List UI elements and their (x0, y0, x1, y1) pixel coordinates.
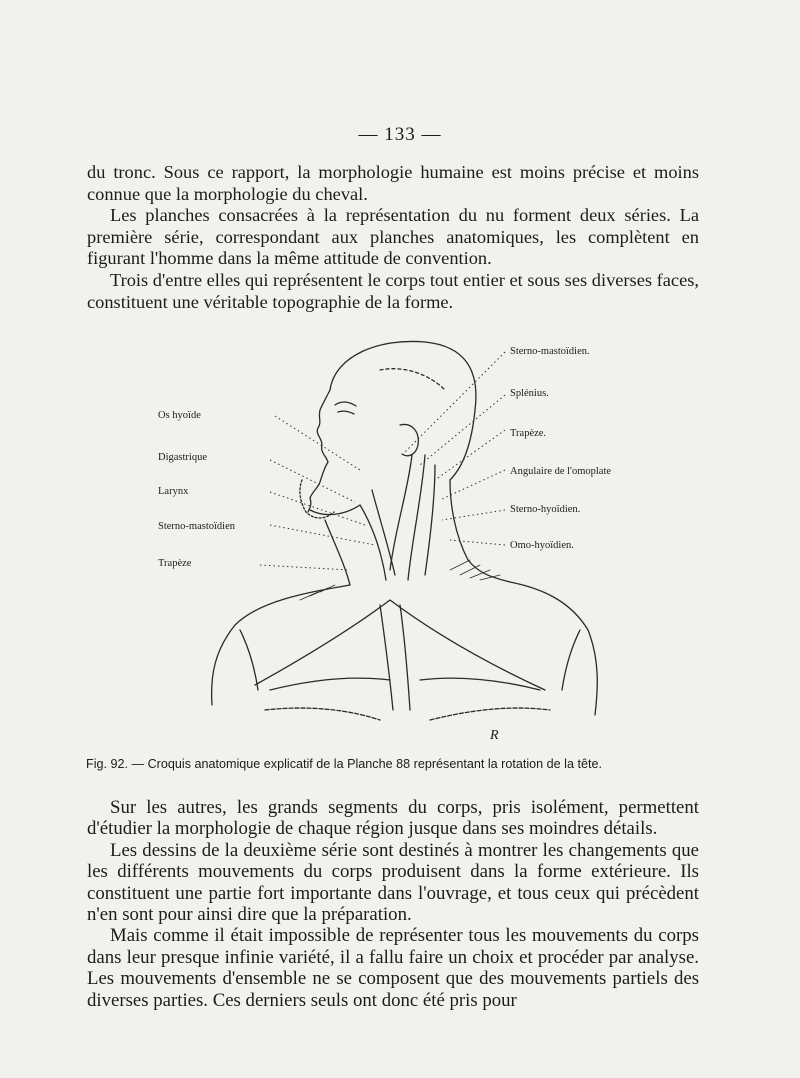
label-os-hyoide: Os hyoïde (158, 410, 201, 421)
label-trapeze-left: Trapèze (158, 558, 192, 569)
label-splenius: Splénius. (510, 388, 549, 399)
paragraph: Sur les autres, les grands segments du corps, pris isolément, permettent d'étudier la morphologie de chaque région jusque dans ses moindres détails. (87, 797, 699, 840)
paragraph: Mais comme il était impossible de représenter tous les mouvements du corps dans leur presque infinie variété, il a fallu faire un choix et procéder par analyse. Les mouvements d'ensemble ne se composent que des mouvements partiels des diverses parties. Ces derniers seuls ont donc été pris pour (87, 925, 699, 1011)
label-angulaire: Angulaire de l'omoplate (510, 466, 612, 477)
label-digastrique: Digastrique (158, 452, 207, 463)
paragraph: Trois d'entre elles qui représentent le corps tout entier et sous ses diverses faces, constituent une véritable topographie de la forme. (87, 269, 699, 312)
figure-caption: Fig. 92. — Croquis anatomique explicatif de la Planche 88 représentant la rotation de la tête. (86, 757, 602, 771)
anatomical-sketch (150, 330, 650, 770)
page-number: — 133 — (358, 124, 442, 145)
bottom-text-block (87, 797, 699, 1011)
label-larynx: Larynx (158, 486, 189, 497)
anatomical-figure (150, 330, 650, 770)
top-text-block (87, 162, 699, 313)
label-trapeze-right: Trapèze. (510, 428, 547, 439)
label-sterno-hyoidien: Sterno-hyoïdien. (510, 504, 581, 515)
label-sterno-mastoidien-left: Sterno-mastoïdien (158, 521, 235, 532)
paragraph: Les planches consacrées à la représentation du nu forment deux séries. La première série, correspondant aux planches anatomiques, les complètent en figurant l'homme dans la même attitude de convention. (87, 205, 699, 269)
label-omo-hyoidien: Omo-hyoïdien. (510, 540, 574, 551)
label-sterno-mastoidien-right: Sterno-mastoïdien. (510, 346, 590, 357)
paragraph: Les dessins de la deuxième série sont destinés à montrer les changements que les différents mouvements du corps produisent dans la forme extérieure. Ils constituent une partie fort importante dans l'ouvrage, et tous ceux qui précèdent n'en sont pour ainsi dire que la préparation. (87, 839, 699, 926)
artist-signature: R (490, 728, 499, 743)
paragraph: du tronc. Sous ce rapport, la morphologie humaine est moins précise et moins connue que la morphologie du cheval. (87, 162, 699, 204)
